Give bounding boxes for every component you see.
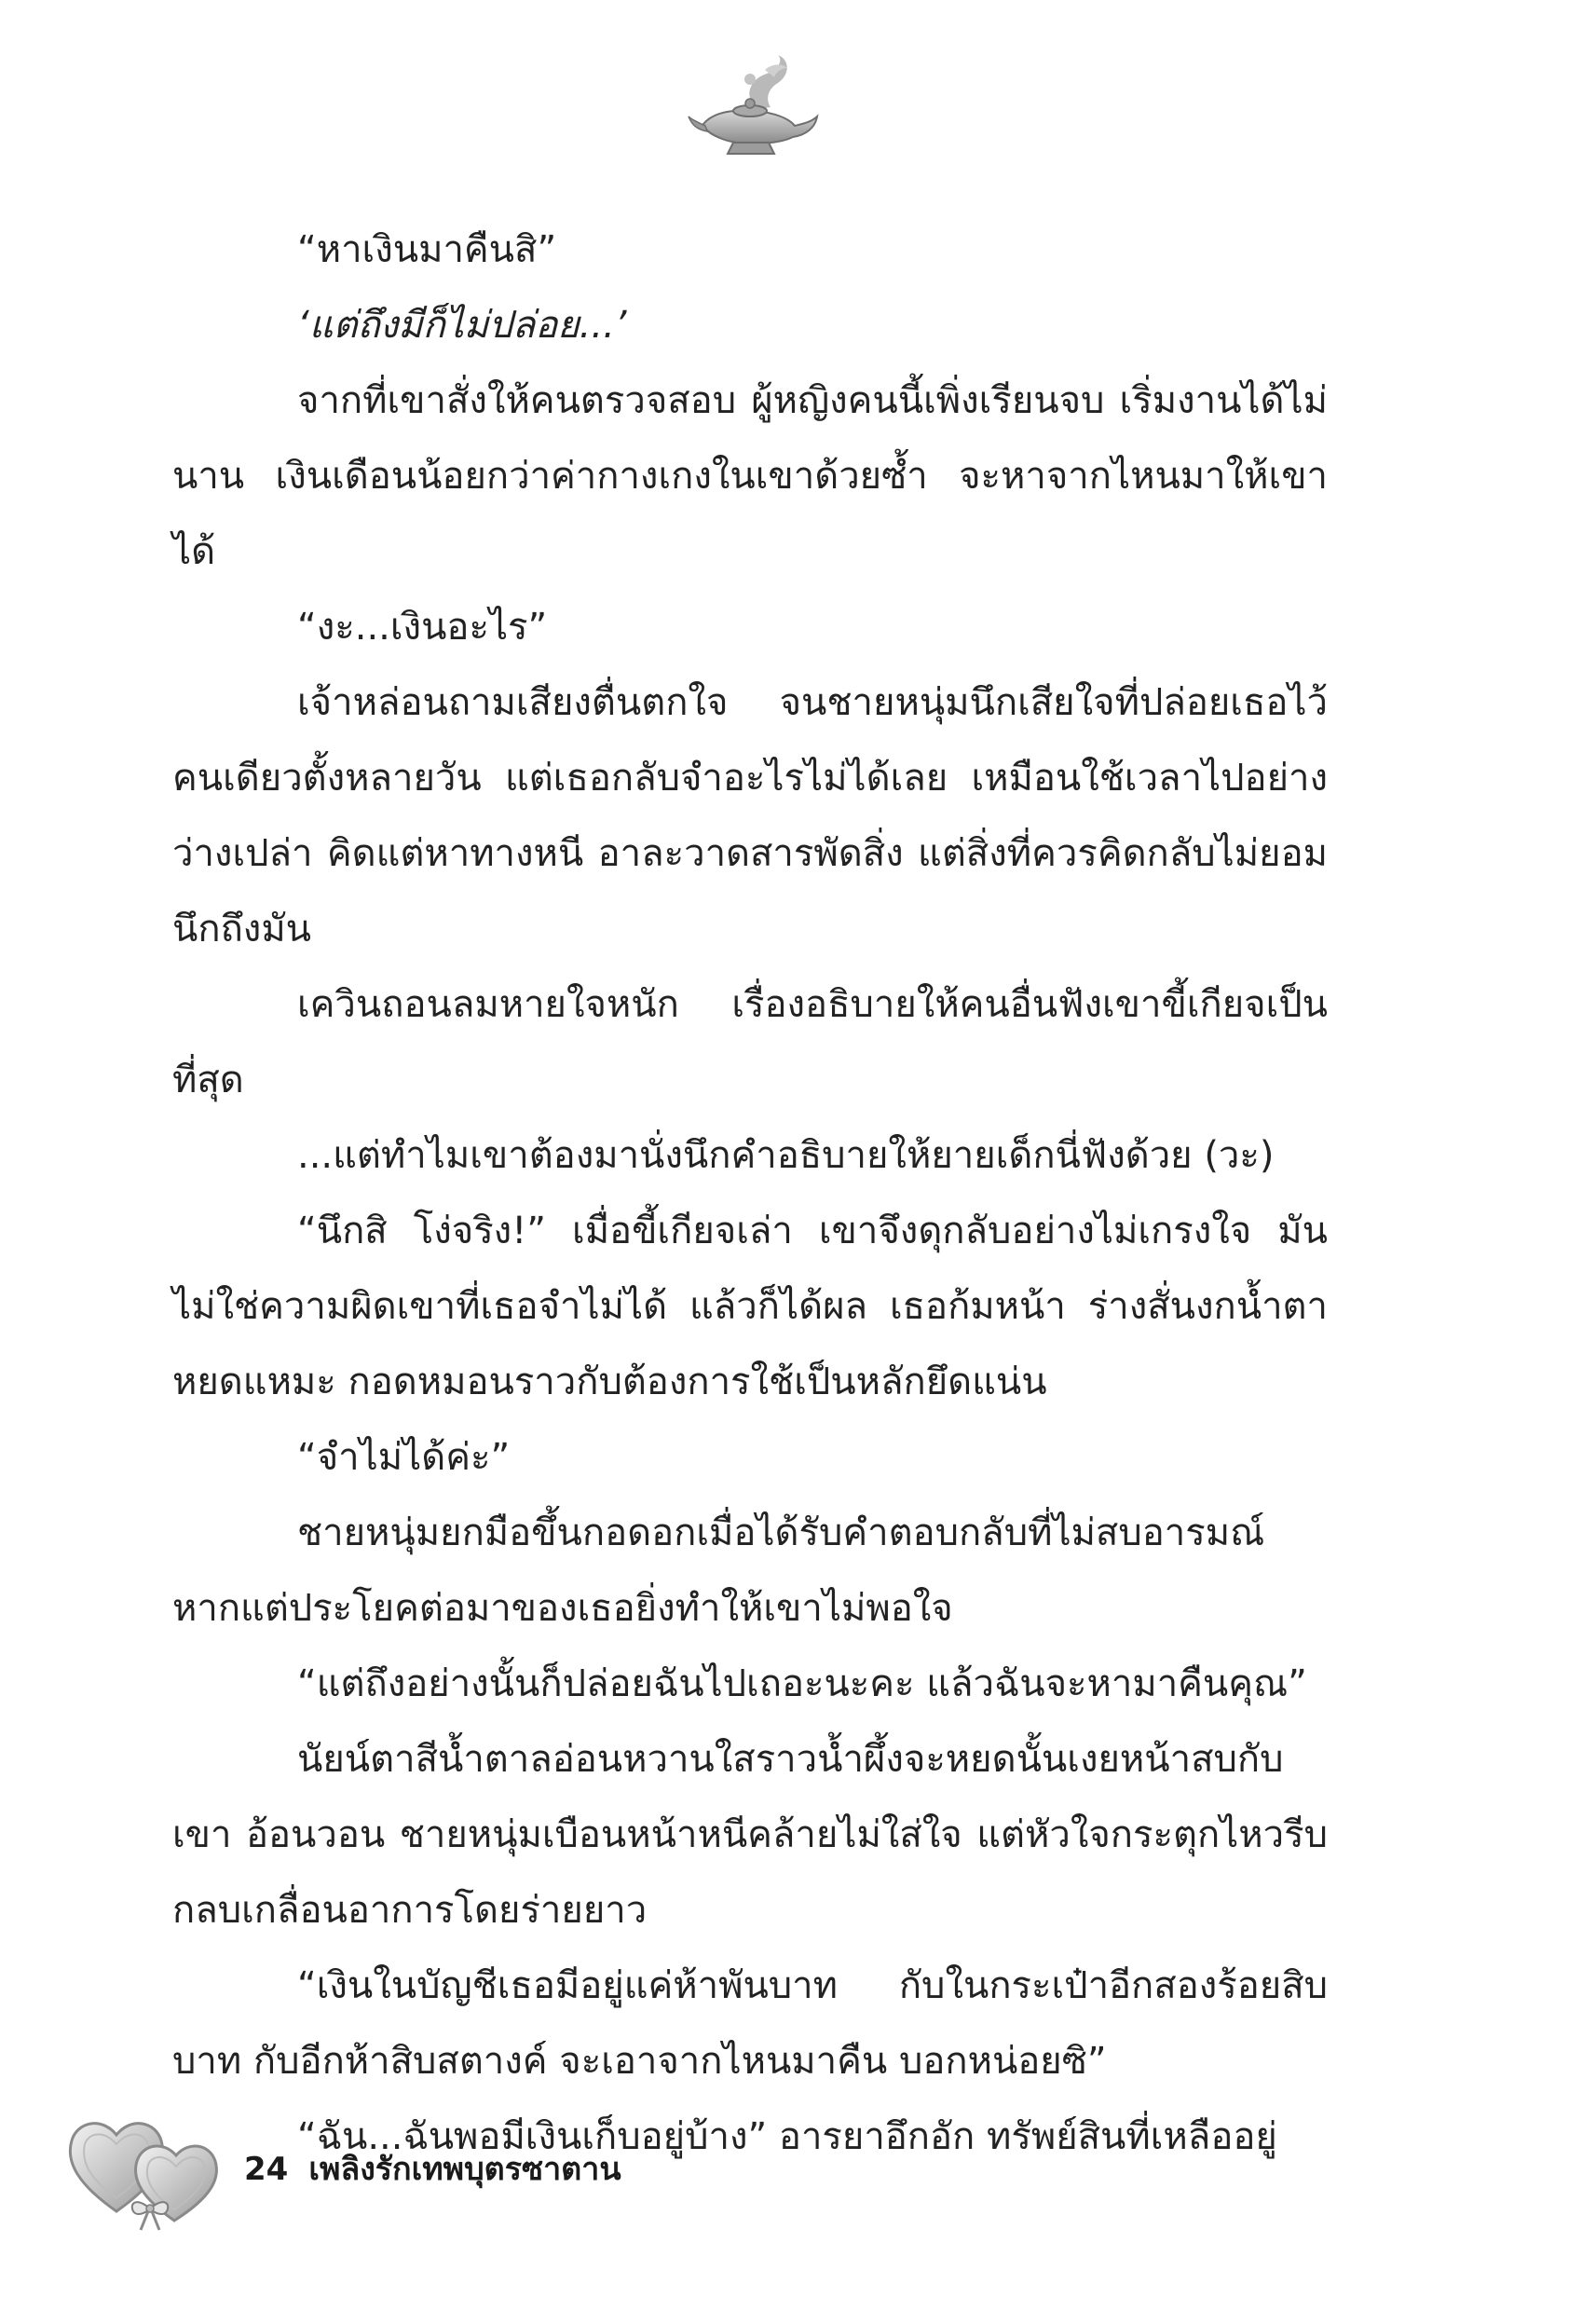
paragraph: “นึกสิ โง่จริง!” เมื่อขี้เกียจเล่า เขาจึงดุกลับอย่างไม่เกรงใจ มันไม่ใช่ความผิดเขาที่เธอจำไม่ได้ แล้วก็ได้ผล เธอก้มหน้า ร่างสั่นงกน้ำตาหยดแหมะ กอดหมอนราวกับต้องการใช้เป็นหลักยึดแน่น: [172, 1210, 1328, 1403]
paragraph: “หาเงินมาคืนสิ”: [297, 228, 557, 271]
page-number: 24: [244, 2151, 289, 2188]
paragraph: ...แต่ทำไมเขาต้องมานั่งนึกคำอธิบายให้ยายเด็กนี่ฟังด้วย (วะ): [297, 1134, 1275, 1177]
paragraph: นัยน์ตาสีน้ำตาลอ่อนหวานใสราวน้ำผึ้งจะหยดนั้นเงยหน้าสบกับเขา อ้อนวอน ชายหนุ่มเบือนหน้าหนีคล้ายไม่ใส่ใจ แต่หัวใจกระตุกไหวรีบกลบเกลื่อนอาการโดยร่ายยาว: [172, 1738, 1328, 1932]
paragraph: จากที่เขาสั่งให้คนตรวจสอบ ผู้หญิงคนนี้เพิ่งเรียนจบ เริ่มงานได้ไม่นาน เงินเดือนน้อยกว่าค่ากางเกงในเขาด้วยซ้ำ จะหาจากไหนมาให้เขาได้: [172, 379, 1328, 573]
paragraph: ชายหนุ่มยกมือขึ้นกอดอกเมื่อได้รับคำตอบกลับที่ไม่สบอารมณ์หากแต่ประโยคต่อมาของเธอยิ่งทำให้เขาไม่พอใจ: [172, 1511, 1265, 1630]
genie-lamp-icon: [685, 51, 825, 163]
paragraph: “งะ...เงินอะไร”: [297, 606, 548, 649]
paragraph: “แต่ถึงอย่างนั้นก็ปล่อยฉันไปเถอะนะคะ แล้วฉันจะหามาคืนคุณ”: [297, 1662, 1307, 1705]
paragraph: เควินถอนลมหายใจหนัก เรื่องอธิบายให้คนอื่นฟังเขาขี้เกียจเป็นที่สุด: [172, 983, 1328, 1101]
page-footer: [244, 2143, 621, 2194]
paragraph: เจ้าหล่อนถามเสียงตื่นตกใจ จนชายหนุ่มนึกเสียใจที่ปล่อยเธอไว้คนเดียวตั้งหลายวัน แต่เธอกลับจำอะไรไม่ได้เลย เหมือนใช้เวลาไปอย่างว่างเปล่า คิดแต่หาทางหนี อาละวาดสารพัดสิ่ง แต่สิ่งที่ควรคิดกลับไม่ยอมนึกถึงมัน: [172, 681, 1328, 950]
paragraph: “เงินในบัญชีเธอมีอยู่แค่ห้าพันบาท กับในกระเป๋าอีกสองร้อยสิบบาท กับอีกห้าสิบสตางค์ จะเอาจากไหนมาคืน บอกหน่อยซิ”: [172, 1964, 1328, 2083]
paragraph: “จำไม่ได้ค่ะ”: [297, 1436, 511, 1479]
paragraph: ‘แต่ถึงมีก็ไม่ปล่อย...’: [297, 304, 627, 347]
paragraph: “ฉัน...ฉันพอมีเงินเก็บอยู่บ้าง” อารยาอึกอัก ทรัพย์สินที่เหลืออยู่: [297, 2115, 1277, 2158]
main-text: [172, 212, 1328, 2175]
book-title: เพลิงรักเทพบุตรซาตาน: [308, 2151, 621, 2188]
hearts-bow-icon: [61, 2101, 238, 2236]
